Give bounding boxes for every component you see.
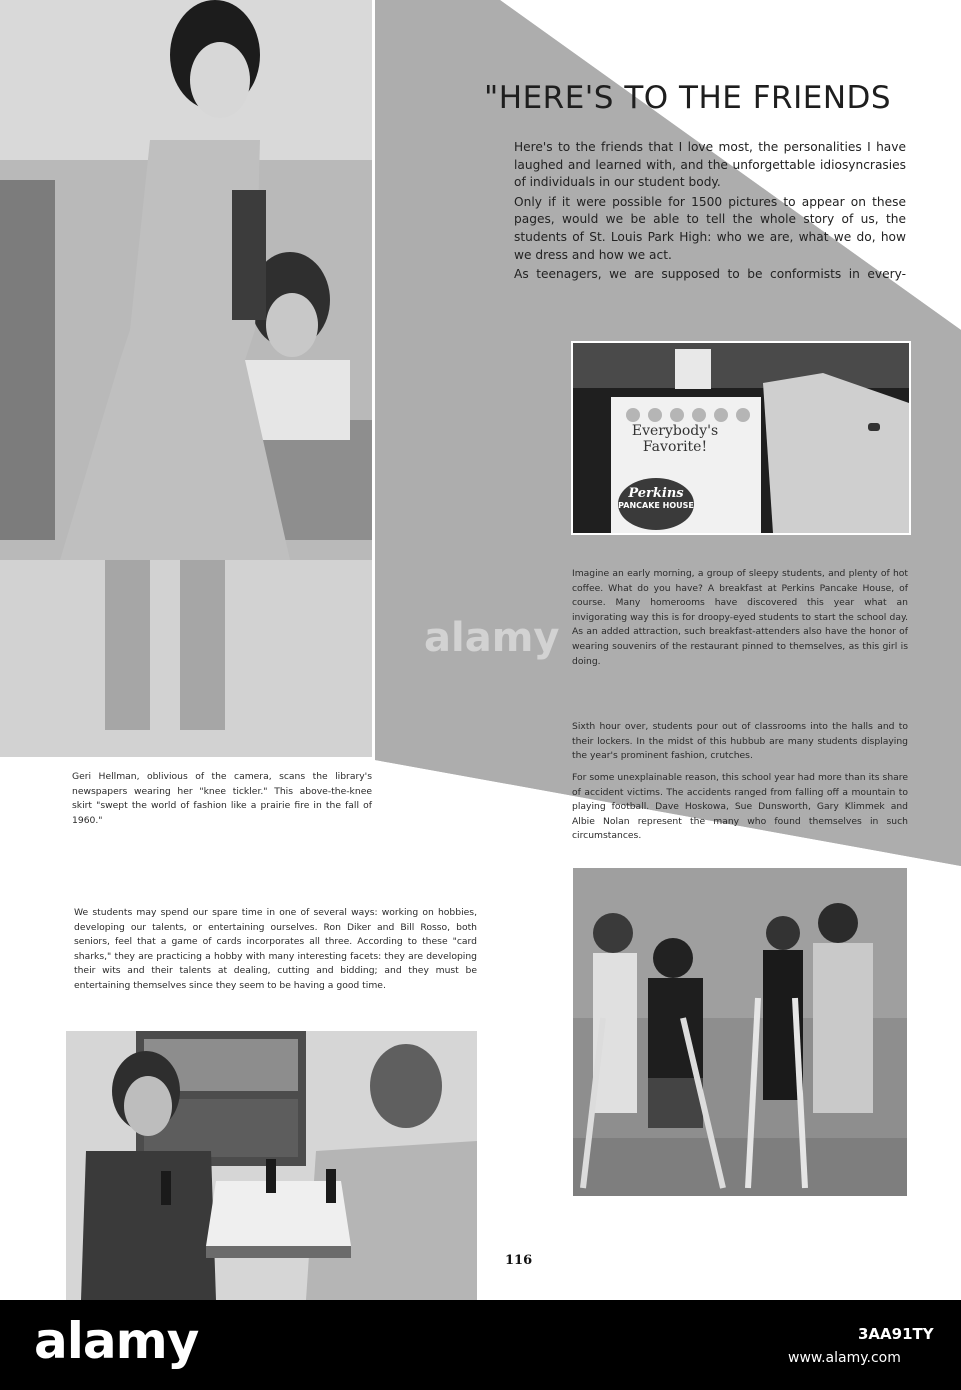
pancake-caption: Imagine an early morning, a group of sleepy students, and plenty of hot coffee. What do you have? A breakfast at Perkins Pancake House, of course. Many homerooms have discovered this year what an invigorating way this is for droopy-eyed students to start the school day. As an added attraction, such breakfast-attenders also have the honor of wearing souvenirs of the restaurant pinned to themselves, as this girl is doing. [572, 568, 908, 667]
intro-paragraph: Here's to the friends that I love most, the personalities I have laughed and learned with, and the unforgettable idiosyncrasies of individuals in our student body. [514, 140, 906, 190]
intro-paragraph: As teenagers, we are supposed to be conformists in every- [514, 267, 906, 282]
hallway-caption: Sixth hour over, students pour out of classrooms into the halls and to their lockers. In the midst of this hubbub are many students displaying the year's prominent fashion, crutches. [572, 721, 908, 762]
cards-caption: We students may spend our spare time in one of several ways: working on hobbies, developing our talents, or entertaining ourselves. Ron Diker and Bill Rosso, both seniors, feel that a game of cards incorporates all three. According to these "card sharks," they are practicing a hobby with many interesting facets: they are developing their wits and their talents at dealing, cutting and bidding; and they must be entertaining themselves since they seem to be having a good time. [74, 907, 477, 991]
geri-library-photo [0, 0, 372, 757]
crutches-group-photo [573, 868, 907, 1196]
page-number: 116 [505, 1253, 533, 1268]
stock-logo: alamy [34, 1312, 199, 1370]
souvenir-line-2: Favorite! [642, 439, 708, 455]
watermark-logo: alamy [424, 615, 560, 661]
accidents-caption: For some unexplainable reason, this school year had more than its share of accident victims. The accidents ranged from falling off a mountain to playing football. Dave Hoskowa, Sue Dunsworth, Gary Klimmek and Albie Nolan represent the many who found themselves in such circumstances. [572, 772, 908, 842]
perkins-brand: Perkins [628, 486, 684, 501]
image-id: 3AA91TY [858, 1325, 934, 1343]
souvenir-sign-text [605, 423, 745, 455]
souvenir-line-1: Everybody's [631, 423, 719, 439]
card-players-photo [66, 1031, 477, 1300]
perkins-badge [618, 478, 694, 530]
intro-text [514, 139, 906, 284]
page-title: "HERE'S TO THE FRIENDS [484, 80, 892, 116]
geri-caption: Geri Hellman, oblivious of the camera, scans the library's newspapers wearing her "knee tickler." This above-the-knee skirt "swept the world of fashion like a prairie fire in the fall of 1960." [72, 771, 372, 826]
intro-paragraph: Only if it were possible for 1500 pictures to appear on these pages, would we be able to tell the whole story of us, the students of St. Louis Park High: who we are, what we do, how we dress and how we act. [514, 194, 906, 262]
stock-url: www.alamy.com [788, 1350, 901, 1366]
perkins-brand-sub: PANCAKE HOUSE [618, 501, 694, 510]
